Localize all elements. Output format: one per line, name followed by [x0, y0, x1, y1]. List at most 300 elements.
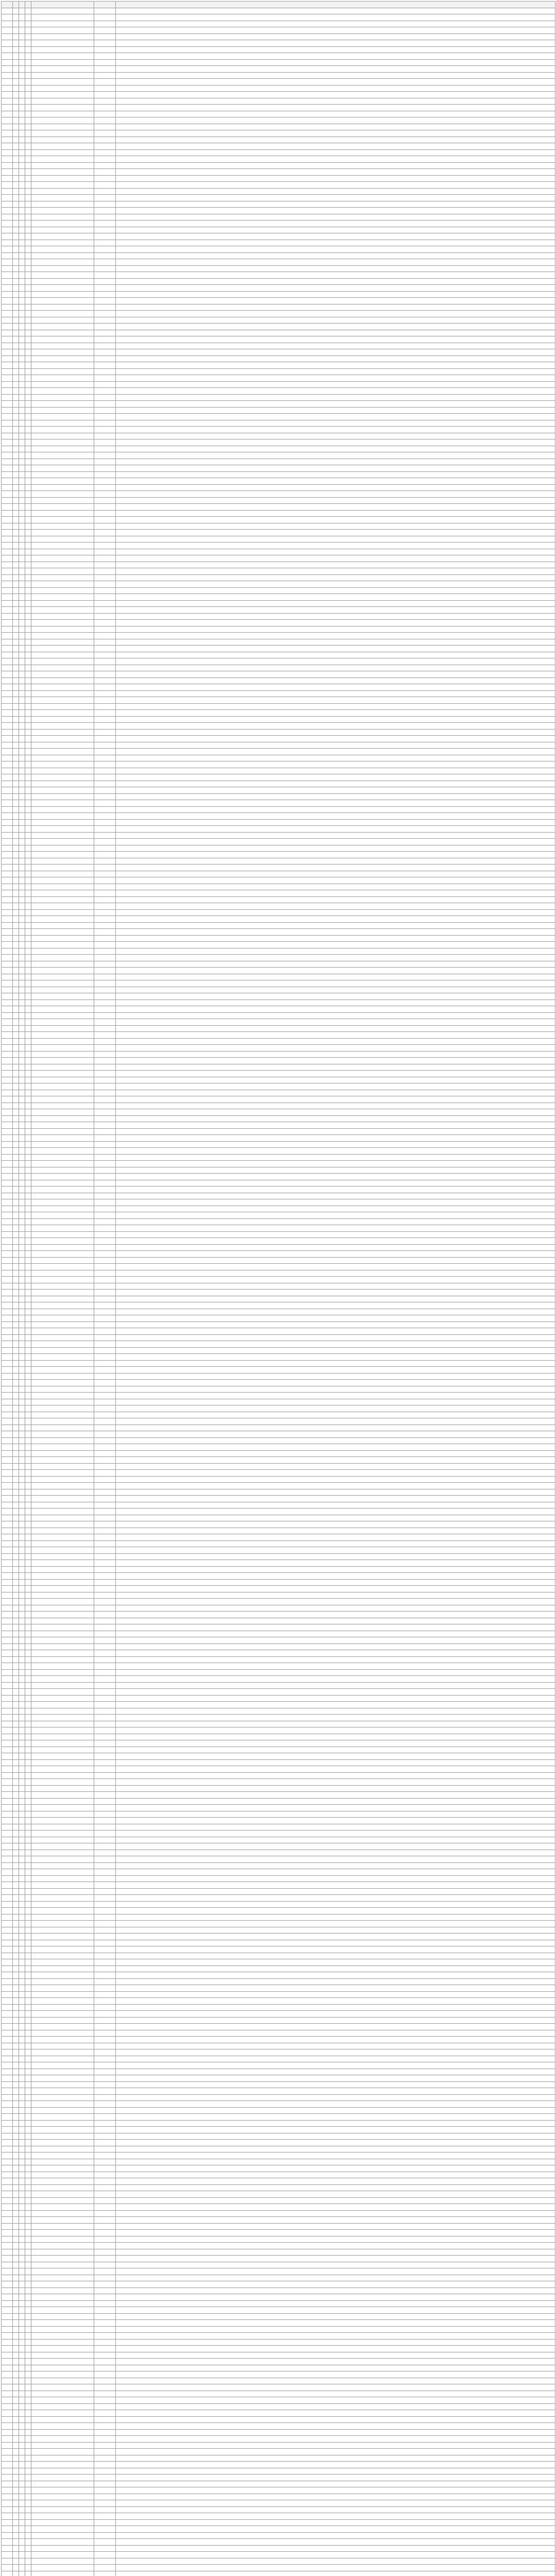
table-cell: [13, 221, 19, 227]
table-cell: [2, 2436, 13, 2443]
table-cell: [116, 2114, 555, 2121]
table-cell: [116, 574, 555, 581]
table-cell: [19, 774, 25, 781]
table-cell: [25, 723, 31, 730]
table-cell: [13, 948, 19, 955]
table-cell: [31, 646, 94, 652]
table-cell: [25, 2287, 31, 2294]
table-cell: [94, 156, 116, 163]
table-cell: [25, 2326, 31, 2333]
table-cell: [13, 1747, 19, 1753]
table-cell: [31, 324, 94, 330]
table-row: [2, 1264, 555, 1270]
table-cell: [94, 105, 116, 111]
table-cell: [19, 491, 25, 498]
table-cell: [19, 1785, 25, 1792]
table-row: [2, 2487, 555, 2494]
table-cell: [25, 143, 31, 150]
table-cell: [116, 1528, 555, 1534]
table-cell: [2, 484, 13, 491]
table-cell: [31, 1605, 94, 1612]
table-cell: [19, 1115, 25, 1122]
table-cell: [19, 1959, 25, 1966]
table-cell: [19, 1218, 25, 1225]
table-cell: [2, 381, 13, 388]
table-cell: [94, 221, 116, 227]
table-cell: [94, 2429, 116, 2436]
table-cell: [31, 1959, 94, 1966]
table-cell: [2, 1901, 13, 1908]
table-cell: [116, 1180, 555, 1187]
table-cell: [2, 543, 13, 549]
table-cell: [13, 909, 19, 916]
table-row: [2, 1747, 555, 1753]
table-cell: [25, 2140, 31, 2146]
table-cell: [13, 2416, 19, 2423]
table-cell: [31, 671, 94, 678]
table-cell: [19, 1109, 25, 1116]
table-cell: [19, 543, 25, 549]
table-cell: [25, 1296, 31, 1302]
table-cell: [2, 677, 13, 684]
table-cell: [94, 2571, 116, 2576]
table-row: [2, 2268, 555, 2275]
table-cell: [13, 471, 19, 478]
table-cell: [25, 1682, 31, 1689]
table-cell: [13, 2191, 19, 2198]
table-cell: [2, 1321, 13, 1328]
table-cell: [2, 195, 13, 201]
table-row: [2, 2004, 555, 2011]
table-cell: [13, 459, 19, 465]
table-cell: [116, 1747, 555, 1753]
table-cell: [2, 1231, 13, 1238]
table-cell: [19, 671, 25, 678]
table-cell: [31, 1573, 94, 1580]
table-cell: [19, 2069, 25, 2075]
table-cell: [116, 2256, 555, 2262]
table-cell: [25, 2339, 31, 2346]
table-cell: [116, 1798, 555, 1805]
table-cell: [31, 156, 94, 163]
table-row: [2, 1656, 555, 1663]
table-cell: [19, 1032, 25, 1039]
table-cell: [25, 2468, 31, 2475]
table-cell: [19, 2455, 25, 2462]
table-cell: [25, 1934, 31, 1940]
table-cell: [13, 2268, 19, 2275]
table-cell: [19, 2410, 25, 2417]
table-cell: [94, 961, 116, 968]
table-cell: [116, 1586, 555, 1592]
table-cell: [31, 1888, 94, 1895]
table-cell: [116, 208, 555, 214]
table-cell: [13, 1380, 19, 1386]
column-header: [19, 2, 25, 8]
table-row: [2, 2384, 555, 2391]
table-cell: [31, 2037, 94, 2043]
table-cell: [19, 85, 25, 92]
table-row: [2, 2088, 555, 2095]
table-cell: [94, 980, 116, 987]
table-cell: [25, 1592, 31, 1599]
table-cell: [2, 845, 13, 852]
table-row: [2, 2462, 555, 2468]
table-cell: [31, 497, 94, 504]
table-cell: [2, 2243, 13, 2249]
table-cell: [2, 2455, 13, 2462]
table-cell: [25, 2333, 31, 2340]
table-row: [2, 1064, 555, 1071]
column-header: [31, 2, 94, 8]
table-cell: [116, 1225, 555, 1232]
table-cell: [94, 14, 116, 21]
table-cell: [13, 980, 19, 987]
table-cell: [116, 2558, 555, 2565]
table-cell: [19, 1676, 25, 1683]
table-cell: [2, 149, 13, 156]
table-cell: [25, 1759, 31, 1766]
table-cell: [31, 162, 94, 169]
table-cell: [2, 929, 13, 936]
table-cell: [25, 2243, 31, 2249]
table-row: [2, 162, 555, 169]
table-cell: [19, 304, 25, 311]
table-cell: [2, 955, 13, 961]
table-cell: [2, 2365, 13, 2371]
table-cell: [31, 1901, 94, 1908]
table-cell: [31, 414, 94, 420]
table-cell: [94, 2223, 116, 2230]
table-cell: [31, 587, 94, 594]
table-cell: [2, 156, 13, 163]
table-cell: [19, 1083, 25, 1090]
table-cell: [2, 1257, 13, 1264]
table-cell: [31, 1521, 94, 1528]
table-cell: [2, 1244, 13, 1251]
table-cell: [116, 2513, 555, 2520]
table-row: [2, 478, 555, 485]
table-cell: [25, 1978, 31, 1985]
table-cell: [25, 1766, 31, 1773]
table-cell: [2, 1038, 13, 1045]
table-cell: [13, 2391, 19, 2397]
table-cell: [19, 355, 25, 362]
table-cell: [2, 2230, 13, 2236]
table-row: [2, 2565, 555, 2571]
table-cell: [31, 1766, 94, 1773]
table-cell: [13, 1193, 19, 1199]
table-cell: [31, 2449, 94, 2455]
table-cell: [2, 1290, 13, 1296]
table-cell: [31, 188, 94, 195]
table-cell: [31, 1592, 94, 1599]
table-cell: [25, 2494, 31, 2500]
table-cell: [31, 433, 94, 439]
table-cell: [94, 2410, 116, 2417]
table-row: [2, 2172, 555, 2178]
table-cell: [31, 1656, 94, 1663]
table-cell: [13, 1560, 19, 1567]
table-cell: [94, 330, 116, 336]
table-cell: [13, 433, 19, 439]
table-cell: [19, 484, 25, 491]
table-cell: [13, 2326, 19, 2333]
table-cell: [31, 1785, 94, 1792]
table-cell: [94, 1212, 116, 1219]
table-cell: [116, 1734, 555, 1740]
table-cell: [2, 1650, 13, 1657]
table-cell: [2, 1798, 13, 1805]
table-cell: [19, 1199, 25, 1206]
table-cell: [94, 272, 116, 279]
table-cell: [13, 285, 19, 292]
table-cell: [116, 349, 555, 356]
table-cell: [2, 182, 13, 189]
table-cell: [116, 793, 555, 800]
table-cell: [31, 233, 94, 240]
table-cell: [94, 2037, 116, 2043]
table-cell: [25, 2049, 31, 2056]
table-cell: [31, 530, 94, 536]
table-cell: [2, 1534, 13, 1541]
table-cell: [13, 2384, 19, 2391]
table-cell: [116, 2449, 555, 2455]
table-cell: [116, 1721, 555, 1727]
table-cell: [19, 1373, 25, 1380]
table-cell: [94, 1283, 116, 1290]
table-cell: [19, 1521, 25, 1528]
table-cell: [2, 2262, 13, 2268]
table-cell: [116, 1624, 555, 1631]
table-cell: [94, 252, 116, 259]
table-cell: [2, 1354, 13, 1361]
table-cell: [13, 1412, 19, 1418]
table-cell: [116, 1643, 555, 1650]
table-cell: [2, 285, 13, 292]
table-cell: [2, 330, 13, 336]
table-row: [2, 1727, 555, 1734]
table-cell: [2, 1856, 13, 1863]
table-cell: [94, 2159, 116, 2165]
table-cell: [19, 130, 25, 137]
table-cell: [13, 1972, 19, 1979]
table-cell: [94, 2320, 116, 2327]
table-row: [2, 2114, 555, 2121]
table-cell: [25, 942, 31, 948]
table-cell: [13, 1579, 19, 1586]
table-row: [2, 710, 555, 717]
table-cell: [13, 1566, 19, 1573]
table-cell: [116, 162, 555, 169]
table-cell: [13, 2081, 19, 2088]
table-row: [2, 1921, 555, 1927]
table-cell: [25, 2436, 31, 2443]
table-cell: [94, 1083, 116, 1090]
table-row: [2, 278, 555, 285]
table-cell: [13, 2094, 19, 2101]
table-cell: [31, 1676, 94, 1683]
table-cell: [19, 2140, 25, 2146]
table-row: [2, 2397, 555, 2404]
table-cell: [2, 942, 13, 948]
table-cell: [19, 2423, 25, 2430]
table-cell: [19, 317, 25, 324]
table-cell: [13, 1328, 19, 1335]
table-cell: [19, 1547, 25, 1554]
table-cell: [116, 182, 555, 189]
table-cell: [19, 105, 25, 111]
table-cell: [13, 1277, 19, 1283]
table-cell: [31, 1405, 94, 1412]
table-cell: [2, 1425, 13, 1431]
table-cell: [31, 343, 94, 349]
table-cell: [116, 1321, 555, 1328]
table-cell: [19, 2436, 25, 2443]
table-cell: [19, 2191, 25, 2198]
table-cell: [116, 1218, 555, 1225]
table-cell: [94, 459, 116, 465]
table-cell: [13, 626, 19, 633]
table-cell: [25, 1231, 31, 1238]
table-cell: [116, 1354, 555, 1361]
table-cell: [2, 1656, 13, 1663]
table-row: [2, 252, 555, 259]
table-cell: [13, 1334, 19, 1341]
table-cell: [25, 1708, 31, 1715]
table-cell: [2, 1483, 13, 1489]
table-cell: [31, 968, 94, 974]
table-cell: [25, 2532, 31, 2539]
table-cell: [19, 79, 25, 86]
table-cell: [94, 291, 116, 298]
table-cell: [31, 85, 94, 92]
table-cell: [13, 2056, 19, 2062]
table-cell: [116, 1251, 555, 1258]
table-cell: [116, 1850, 555, 1856]
table-cell: [25, 903, 31, 910]
table-cell: [2, 1734, 13, 1740]
table-cell: [13, 1496, 19, 1502]
table-cell: [94, 2558, 116, 2565]
table-cell: [13, 336, 19, 343]
table-cell: [25, 2153, 31, 2159]
table-cell: [94, 1850, 116, 1856]
table-cell: [25, 2539, 31, 2546]
table-cell: [116, 497, 555, 504]
table-row: [2, 98, 555, 105]
table-cell: [25, 568, 31, 575]
table-cell: [19, 1270, 25, 1277]
table-cell: [116, 877, 555, 884]
table-body: [2, 8, 555, 2576]
table-cell: [94, 1270, 116, 1277]
table-cell: [25, 530, 31, 536]
table-row: [2, 1032, 555, 1039]
table-cell: [13, 1779, 19, 1786]
table-cell: [31, 1798, 94, 1805]
table-cell: [116, 201, 555, 208]
table-cell: [19, 2403, 25, 2410]
table-cell: [31, 999, 94, 1006]
table-cell: [19, 1328, 25, 1335]
table-cell: [25, 1393, 31, 1399]
table-cell: [25, 1792, 31, 1799]
table-cell: [2, 343, 13, 349]
table-cell: [116, 2519, 555, 2526]
table-cell: [31, 2391, 94, 2397]
table-cell: [116, 1071, 555, 1077]
table-cell: [94, 1515, 116, 1521]
table-row: [2, 381, 555, 388]
table-cell: [13, 2320, 19, 2327]
table-cell: [25, 697, 31, 704]
table-cell: [2, 903, 13, 910]
table-cell: [31, 1006, 94, 1013]
table-cell: [2, 1167, 13, 1174]
table-cell: [2, 607, 13, 614]
table-cell: [31, 1264, 94, 1270]
table-row: [2, 2365, 555, 2371]
table-cell: [2, 884, 13, 890]
table-cell: [31, 633, 94, 639]
table-cell: [19, 1612, 25, 1618]
table-cell: [25, 974, 31, 980]
table-row: [2, 781, 555, 787]
table-cell: [19, 1038, 25, 1045]
table-cell: [25, 2391, 31, 2397]
table-cell: [94, 916, 116, 923]
table-row: [2, 2037, 555, 2043]
table-cell: [2, 1496, 13, 1502]
table-cell: [94, 1296, 116, 1302]
table-cell: [13, 1509, 19, 1515]
table-cell: [13, 1772, 19, 1779]
table-cell: [2, 2552, 13, 2558]
table-cell: [94, 2403, 116, 2410]
table-cell: [13, 2500, 19, 2507]
table-cell: [19, 1347, 25, 1354]
table-cell: [13, 1321, 19, 1328]
table-cell: [94, 884, 116, 890]
table-cell: [116, 2204, 555, 2211]
table-cell: [94, 1174, 116, 1180]
table-cell: [19, 761, 25, 768]
table-cell: [31, 221, 94, 227]
column-header: [25, 2, 31, 8]
table-cell: [25, 639, 31, 646]
table-cell: [94, 2062, 116, 2069]
table-row: [2, 1025, 555, 1032]
table-cell: [2, 922, 13, 929]
table-cell: [19, 1251, 25, 1258]
table-cell: [31, 1509, 94, 1515]
table-cell: [2, 1405, 13, 1412]
table-cell: [25, 2346, 31, 2352]
table-cell: [116, 2287, 555, 2294]
table-cell: [116, 813, 555, 820]
table-cell: [25, 1747, 31, 1753]
table-cell: [94, 1528, 116, 1534]
table-cell: [19, 1509, 25, 1515]
table-cell: [25, 1019, 31, 1026]
table-cell: [13, 1083, 19, 1090]
table-cell: [2, 2500, 13, 2507]
table-cell: [19, 633, 25, 639]
table-cell: [2, 1953, 13, 1959]
table-cell: [94, 1187, 116, 1193]
table-cell: [2, 909, 13, 916]
